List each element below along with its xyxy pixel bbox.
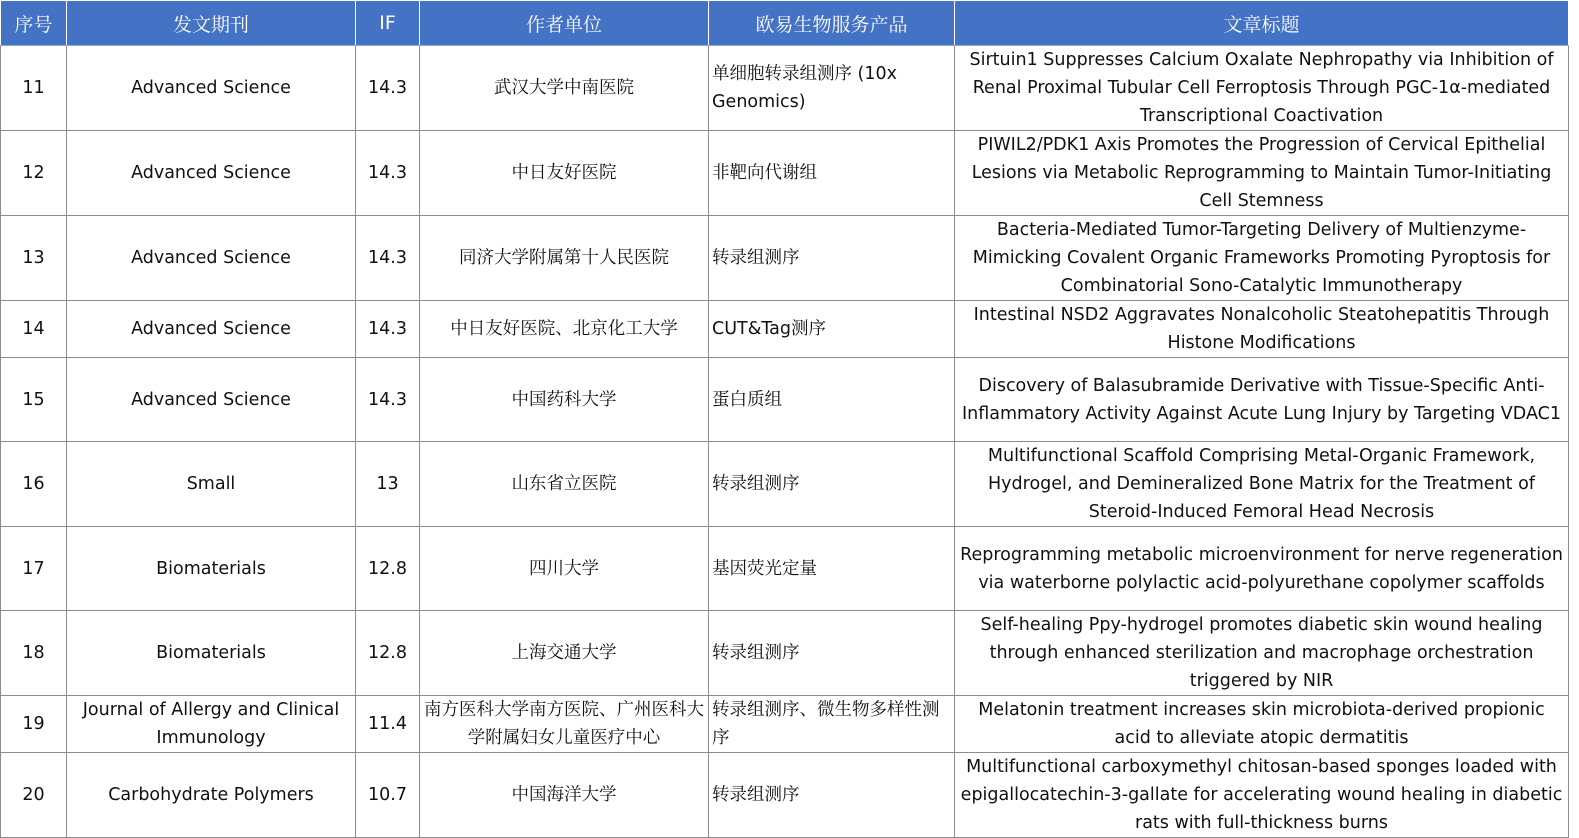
- cell-affiliation: 上海交通大学: [420, 611, 709, 696]
- cell-journal: Advanced Science: [67, 358, 356, 442]
- cell-affiliation: 武汉大学中南医院: [420, 46, 709, 131]
- cell-service: 单细胞转录组测序 (10x Genomics): [709, 46, 955, 131]
- cell-impact-factor: 14.3: [356, 216, 420, 301]
- cell-title: Bacteria-Mediated Tumor-Targeting Delivery of Multienzyme-Mimicking Covalent Organic Frameworks Promoting Pyroptosis for Combinatorial Sono-Catalytic Immunotherapy: [955, 216, 1569, 301]
- cell-affiliation: 同济大学附属第十人民医院: [420, 216, 709, 301]
- cell-impact-factor: 14.3: [356, 301, 420, 358]
- table-row: [1, 216, 1569, 301]
- cell-service: 转录组测序: [709, 442, 955, 527]
- cell-number: 20: [1, 753, 67, 838]
- cell-service: 转录组测序: [709, 611, 955, 696]
- cell-service: CUT&Tag测序: [709, 301, 955, 358]
- cell-title: Sirtuin1 Suppresses Calcium Oxalate Nephropathy via Inhibition of Renal Proximal Tubular Cell Ferroptosis Through PGC-1α-mediated Transcriptional Coactivation: [955, 46, 1569, 131]
- cell-affiliation: 四川大学: [420, 527, 709, 611]
- cell-number: 15: [1, 358, 67, 442]
- cell-journal: Advanced Science: [67, 131, 356, 216]
- cell-title: Discovery of Balasubramide Derivative with Tissue-Specific Anti-Inflammatory Activity Against Acute Lung Injury by Targeting VDAC1: [955, 358, 1569, 442]
- header-affiliation: 作者单位: [420, 1, 709, 46]
- cell-affiliation: 南方医科大学南方医院、广州医科大学附属妇女儿童医疗中心: [420, 696, 709, 753]
- cell-journal: Biomaterials: [67, 611, 356, 696]
- cell-service: 转录组测序: [709, 753, 955, 838]
- header-service: 欧易生物服务产品: [709, 1, 955, 46]
- cell-impact-factor: 12.8: [356, 611, 420, 696]
- cell-number: 18: [1, 611, 67, 696]
- cell-journal: Advanced Science: [67, 216, 356, 301]
- table-row: [1, 611, 1569, 696]
- cell-impact-factor: 14.3: [356, 358, 420, 442]
- header-impact-factor: IF: [356, 1, 420, 46]
- table-row: [1, 696, 1569, 753]
- cell-impact-factor: 14.3: [356, 131, 420, 216]
- cell-service: 转录组测序: [709, 216, 955, 301]
- cell-journal: Advanced Science: [67, 46, 356, 131]
- cell-number: 17: [1, 527, 67, 611]
- cell-number: 13: [1, 216, 67, 301]
- cell-service: 非靶向代谢组: [709, 131, 955, 216]
- cell-impact-factor: 12.8: [356, 527, 420, 611]
- cell-affiliation: 中国海洋大学: [420, 753, 709, 838]
- cell-journal: Journal of Allergy and Clinical Immunology: [67, 696, 356, 753]
- cell-title: Intestinal NSD2 Aggravates Nonalcoholic Steatohepatitis Through Histone Modifications: [955, 301, 1569, 358]
- cell-impact-factor: 14.3: [356, 46, 420, 131]
- table-row: [1, 131, 1569, 216]
- cell-journal: Small: [67, 442, 356, 527]
- table-row: [1, 358, 1569, 442]
- table-row: [1, 753, 1569, 838]
- cell-title: Reprogramming metabolic microenvironment for nerve regeneration via waterborne polylactic acid-polyurethane copolymer scaffolds: [955, 527, 1569, 611]
- cell-affiliation: 中日友好医院、北京化工大学: [420, 301, 709, 358]
- cell-journal: Carbohydrate Polymers: [67, 753, 356, 838]
- table-row: [1, 301, 1569, 358]
- cell-title: Multifunctional carboxymethyl chitosan-based sponges loaded with epigallocatechin-3-gallate for accelerating wound healing in diabetic rats with full-thickness burns: [955, 753, 1569, 838]
- cell-impact-factor: 11.4: [356, 696, 420, 753]
- cell-service: 转录组测序、微生物多样性测序: [709, 696, 955, 753]
- header-journal: 发文期刊: [67, 1, 356, 46]
- cell-number: 12: [1, 131, 67, 216]
- cell-number: 16: [1, 442, 67, 527]
- cell-impact-factor: 10.7: [356, 753, 420, 838]
- header-title: 文章标题: [955, 1, 1569, 46]
- cell-title: Self-healing Ppy-hydrogel promotes diabetic skin wound healing through enhanced sterilization and macrophage orchestration triggered by NIR: [955, 611, 1569, 696]
- cell-number: 14: [1, 301, 67, 358]
- header-number: 序号: [1, 1, 67, 46]
- cell-journal: Biomaterials: [67, 527, 356, 611]
- table-row: [1, 442, 1569, 527]
- cell-title: PIWIL2/PDK1 Axis Promotes the Progression of Cervical Epithelial Lesions via Metabolic Reprogramming to Maintain Tumor-Initiating Cell Stemness: [955, 131, 1569, 216]
- table-row: [1, 527, 1569, 611]
- cell-title: Melatonin treatment increases skin microbiota-derived propionic acid to alleviate atopic dermatitis: [955, 696, 1569, 753]
- cell-service: 蛋白质组: [709, 358, 955, 442]
- cell-service: 基因荧光定量: [709, 527, 955, 611]
- cell-title: Multifunctional Scaffold Comprising Metal-Organic Framework, Hydrogel, and Demineralized Bone Matrix for the Treatment of Steroid-Induced Femoral Head Necrosis: [955, 442, 1569, 527]
- cell-number: 19: [1, 696, 67, 753]
- table-row: [1, 46, 1569, 131]
- cell-impact-factor: 13: [356, 442, 420, 527]
- cell-journal: Advanced Science: [67, 301, 356, 358]
- table-header-row: [1, 1, 1569, 46]
- cell-affiliation: 中日友好医院: [420, 131, 709, 216]
- cell-affiliation: 中国药科大学: [420, 358, 709, 442]
- cell-number: 11: [1, 46, 67, 131]
- cell-affiliation: 山东省立医院: [420, 442, 709, 527]
